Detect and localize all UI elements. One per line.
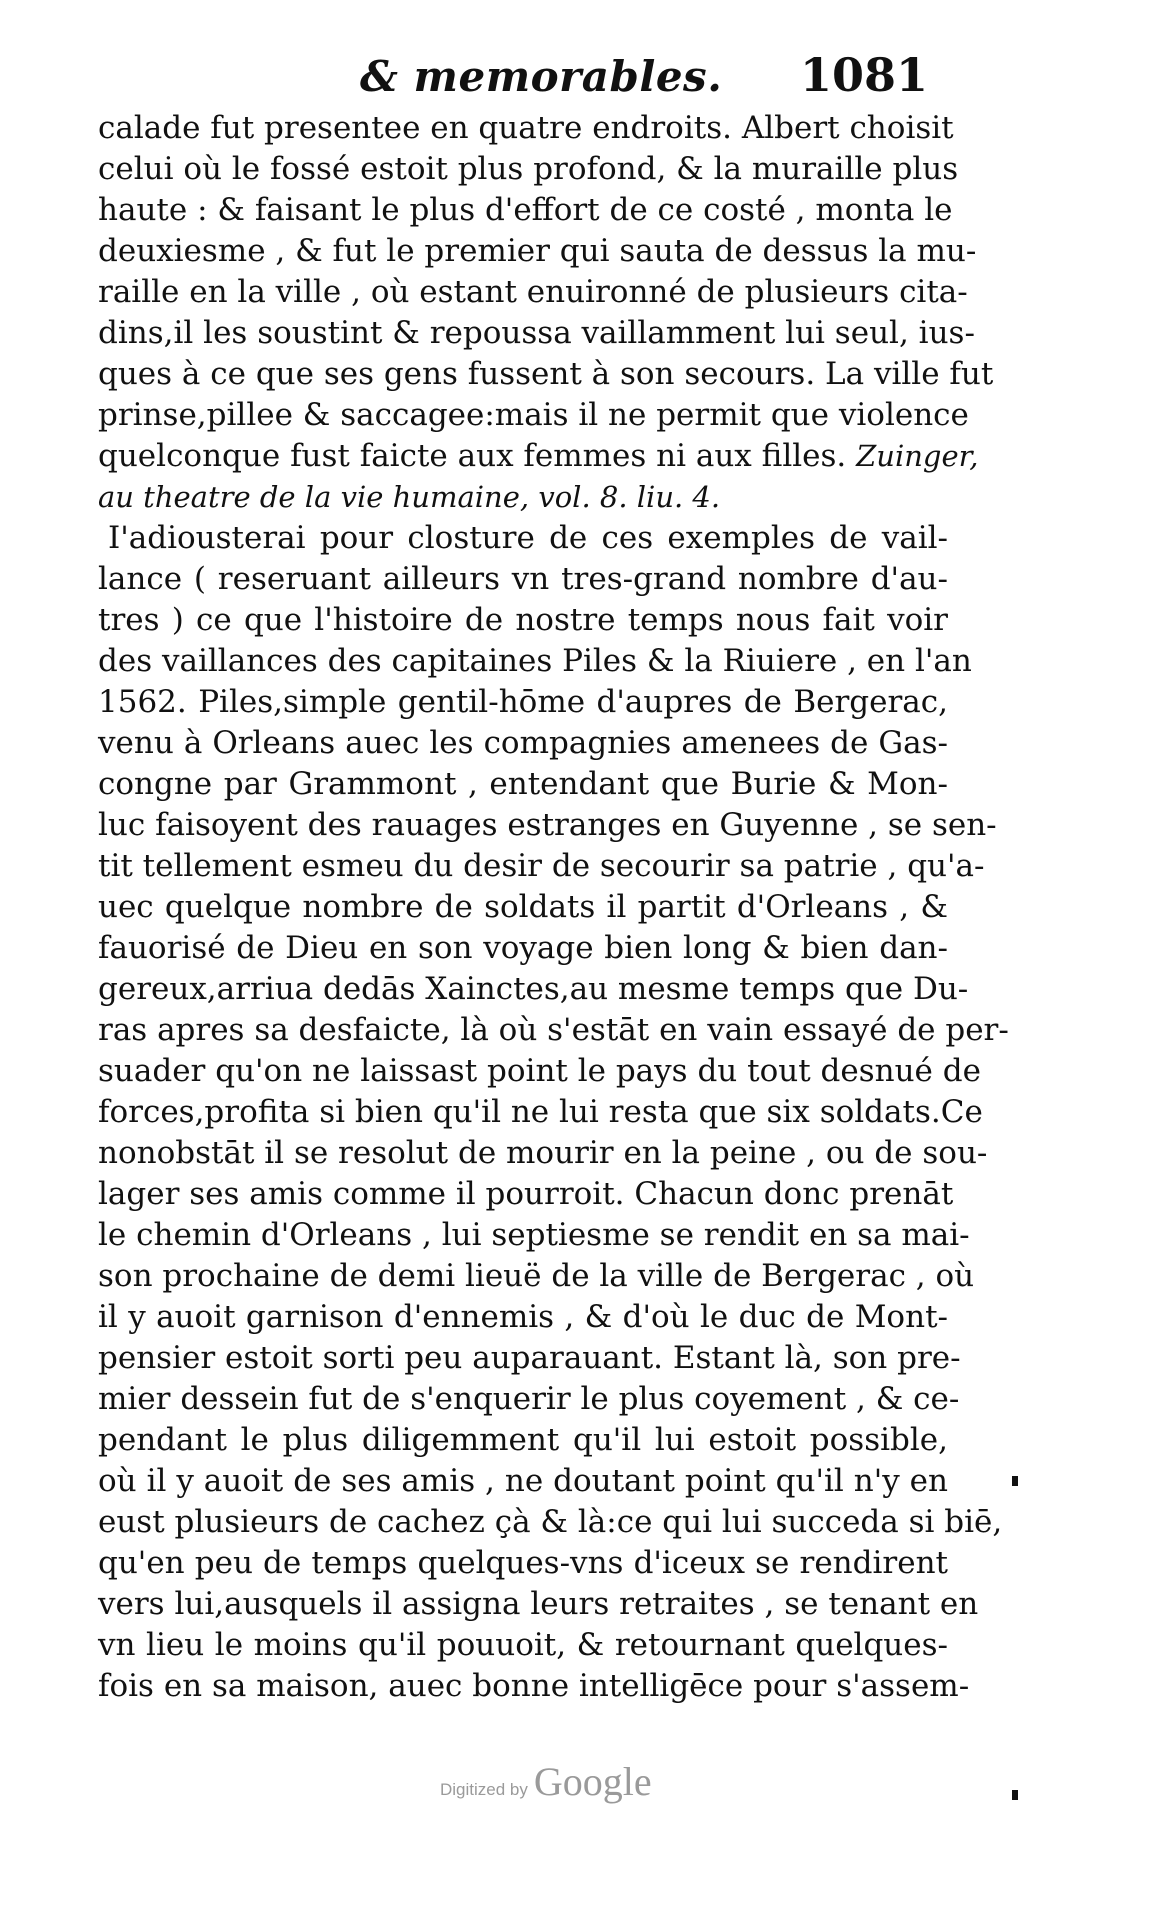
text-line: tit tellement esmeu du desir de secourir sa patrie , qu'a- [98, 848, 985, 884]
text-line: le chemin d'Orleans , lui septiesme se rendit en sa mai- [98, 1217, 970, 1253]
text-line: il y auoit garnison d'ennemis , & d'où le duc de Mont- [98, 1299, 948, 1335]
text-line: lance ( reseruant ailleurs vn tres-grand nombre d'au- [98, 561, 948, 597]
text-line: tres ) ce que l'histoire de nostre temps nous fait voir [98, 602, 948, 638]
text-line: eust plusieurs de cachez çà & là:ce qui lui succeda si biē, [98, 1504, 1003, 1540]
text-line: fois en sa maison, auec bonne intelligēce pour s'assem- [98, 1668, 970, 1704]
citation-source: au theatre de la vie humaine, vol. 8. liu. 4. [98, 480, 721, 514]
text-line-with-citation [98, 436, 979, 477]
text-line: luc faisoyent des rauages estranges en Guyenne , se sen- [98, 807, 997, 843]
text-line: nonobstāt il se resolut de mourir en la peine , ou de sou- [98, 1135, 988, 1171]
running-head: & memorables. [360, 52, 723, 101]
text-line: 1562. Piles,simple gentil-hōme d'aupres de Bergerac, [98, 684, 948, 720]
text-line: congne par Grammont , entendant que Burie & Mon- [98, 766, 948, 802]
text-line: celui où le fossé estoit plus profond, & la muraille plus [98, 151, 959, 187]
watermark-label: Digitized by [440, 1780, 528, 1799]
text-line: mier dessein fut de s'enquerir le plus coyement , & ce- [98, 1381, 960, 1417]
watermark-logo: Google [533, 1759, 652, 1804]
citation-author: Zuinger, [856, 439, 979, 473]
text-line: deuxiesme , & fut le premier qui sauta de dessus la mu- [98, 233, 977, 269]
text-line: ques à ce que ses gens fussent à son secours. La ville fut [98, 356, 994, 392]
text-line: dins,il les soustint & repoussa vaillamment lui seul, ius- [98, 315, 975, 351]
text-line: forces,profita si bien qu'il ne lui resta que six soldats.Ce [98, 1094, 983, 1130]
text-line: raille en la ville , où estant enuironné de plusieurs cita- [98, 274, 968, 310]
text-line: qu'en peu de temps quelques-vns d'iceux se rendirent [98, 1545, 948, 1581]
text-line: ras apres sa desfaicte, là où s'estāt en vain essayé de per- [98, 1012, 1009, 1048]
text-line: haute : & faisant le plus d'effort de ce costé , monta le [98, 192, 953, 228]
print-mark [1012, 1476, 1018, 1486]
text-line: des vaillances des capitaines Piles & la Riuiere , en l'an [98, 643, 972, 679]
text-line: où il y auoit de ses amis , ne doutant point qu'il n'y en [98, 1463, 948, 1499]
text-line: vn lieu le moins qu'il pouuoit, & retournant quelques- [98, 1627, 948, 1663]
text-line: I'adiousterai pour closture de ces exemples de vail- [108, 520, 948, 556]
text-line: son prochaine de demi lieuë de la ville de Bergerac , où [98, 1258, 975, 1294]
text-segment: quelconque fust faicte aux femmes ni aux filles. [98, 438, 847, 474]
print-mark [1012, 1790, 1018, 1800]
text-line: prinse,pillee & saccagee:mais il ne permit que violence [98, 397, 969, 433]
digitization-watermark [440, 1758, 652, 1805]
text-line: pendant le plus diligemment qu'il lui estoit possible, [98, 1422, 948, 1458]
text-line: uec quelque nombre de soldats il partit d'Orleans , & [98, 889, 948, 925]
text-line: pensier estoit sorti peu auparauant. Estant là, son pre- [98, 1340, 961, 1376]
text-line: venu à Orleans auec les compagnies amenees de Gas- [98, 725, 948, 761]
text-line: suader qu'on ne laissast point le pays du tout desnué de [98, 1053, 981, 1089]
text-line: fauorisé de Dieu en son voyage bien long & bien dan- [98, 930, 948, 966]
body-text [98, 108, 1009, 1707]
text-line: vers lui,ausquels il assigna leurs retraites , se tenant en [98, 1586, 979, 1622]
text-line: lager ses amis comme il pourroit. Chacun donc prenāt [98, 1176, 954, 1212]
text-line: gereux,arriua dedās Xainctes,au mesme temps que Du- [98, 971, 969, 1007]
page-number: 1081 [800, 48, 929, 102]
text-line: calade fut presentee en quatre endroits. Albert choisit [98, 110, 954, 146]
